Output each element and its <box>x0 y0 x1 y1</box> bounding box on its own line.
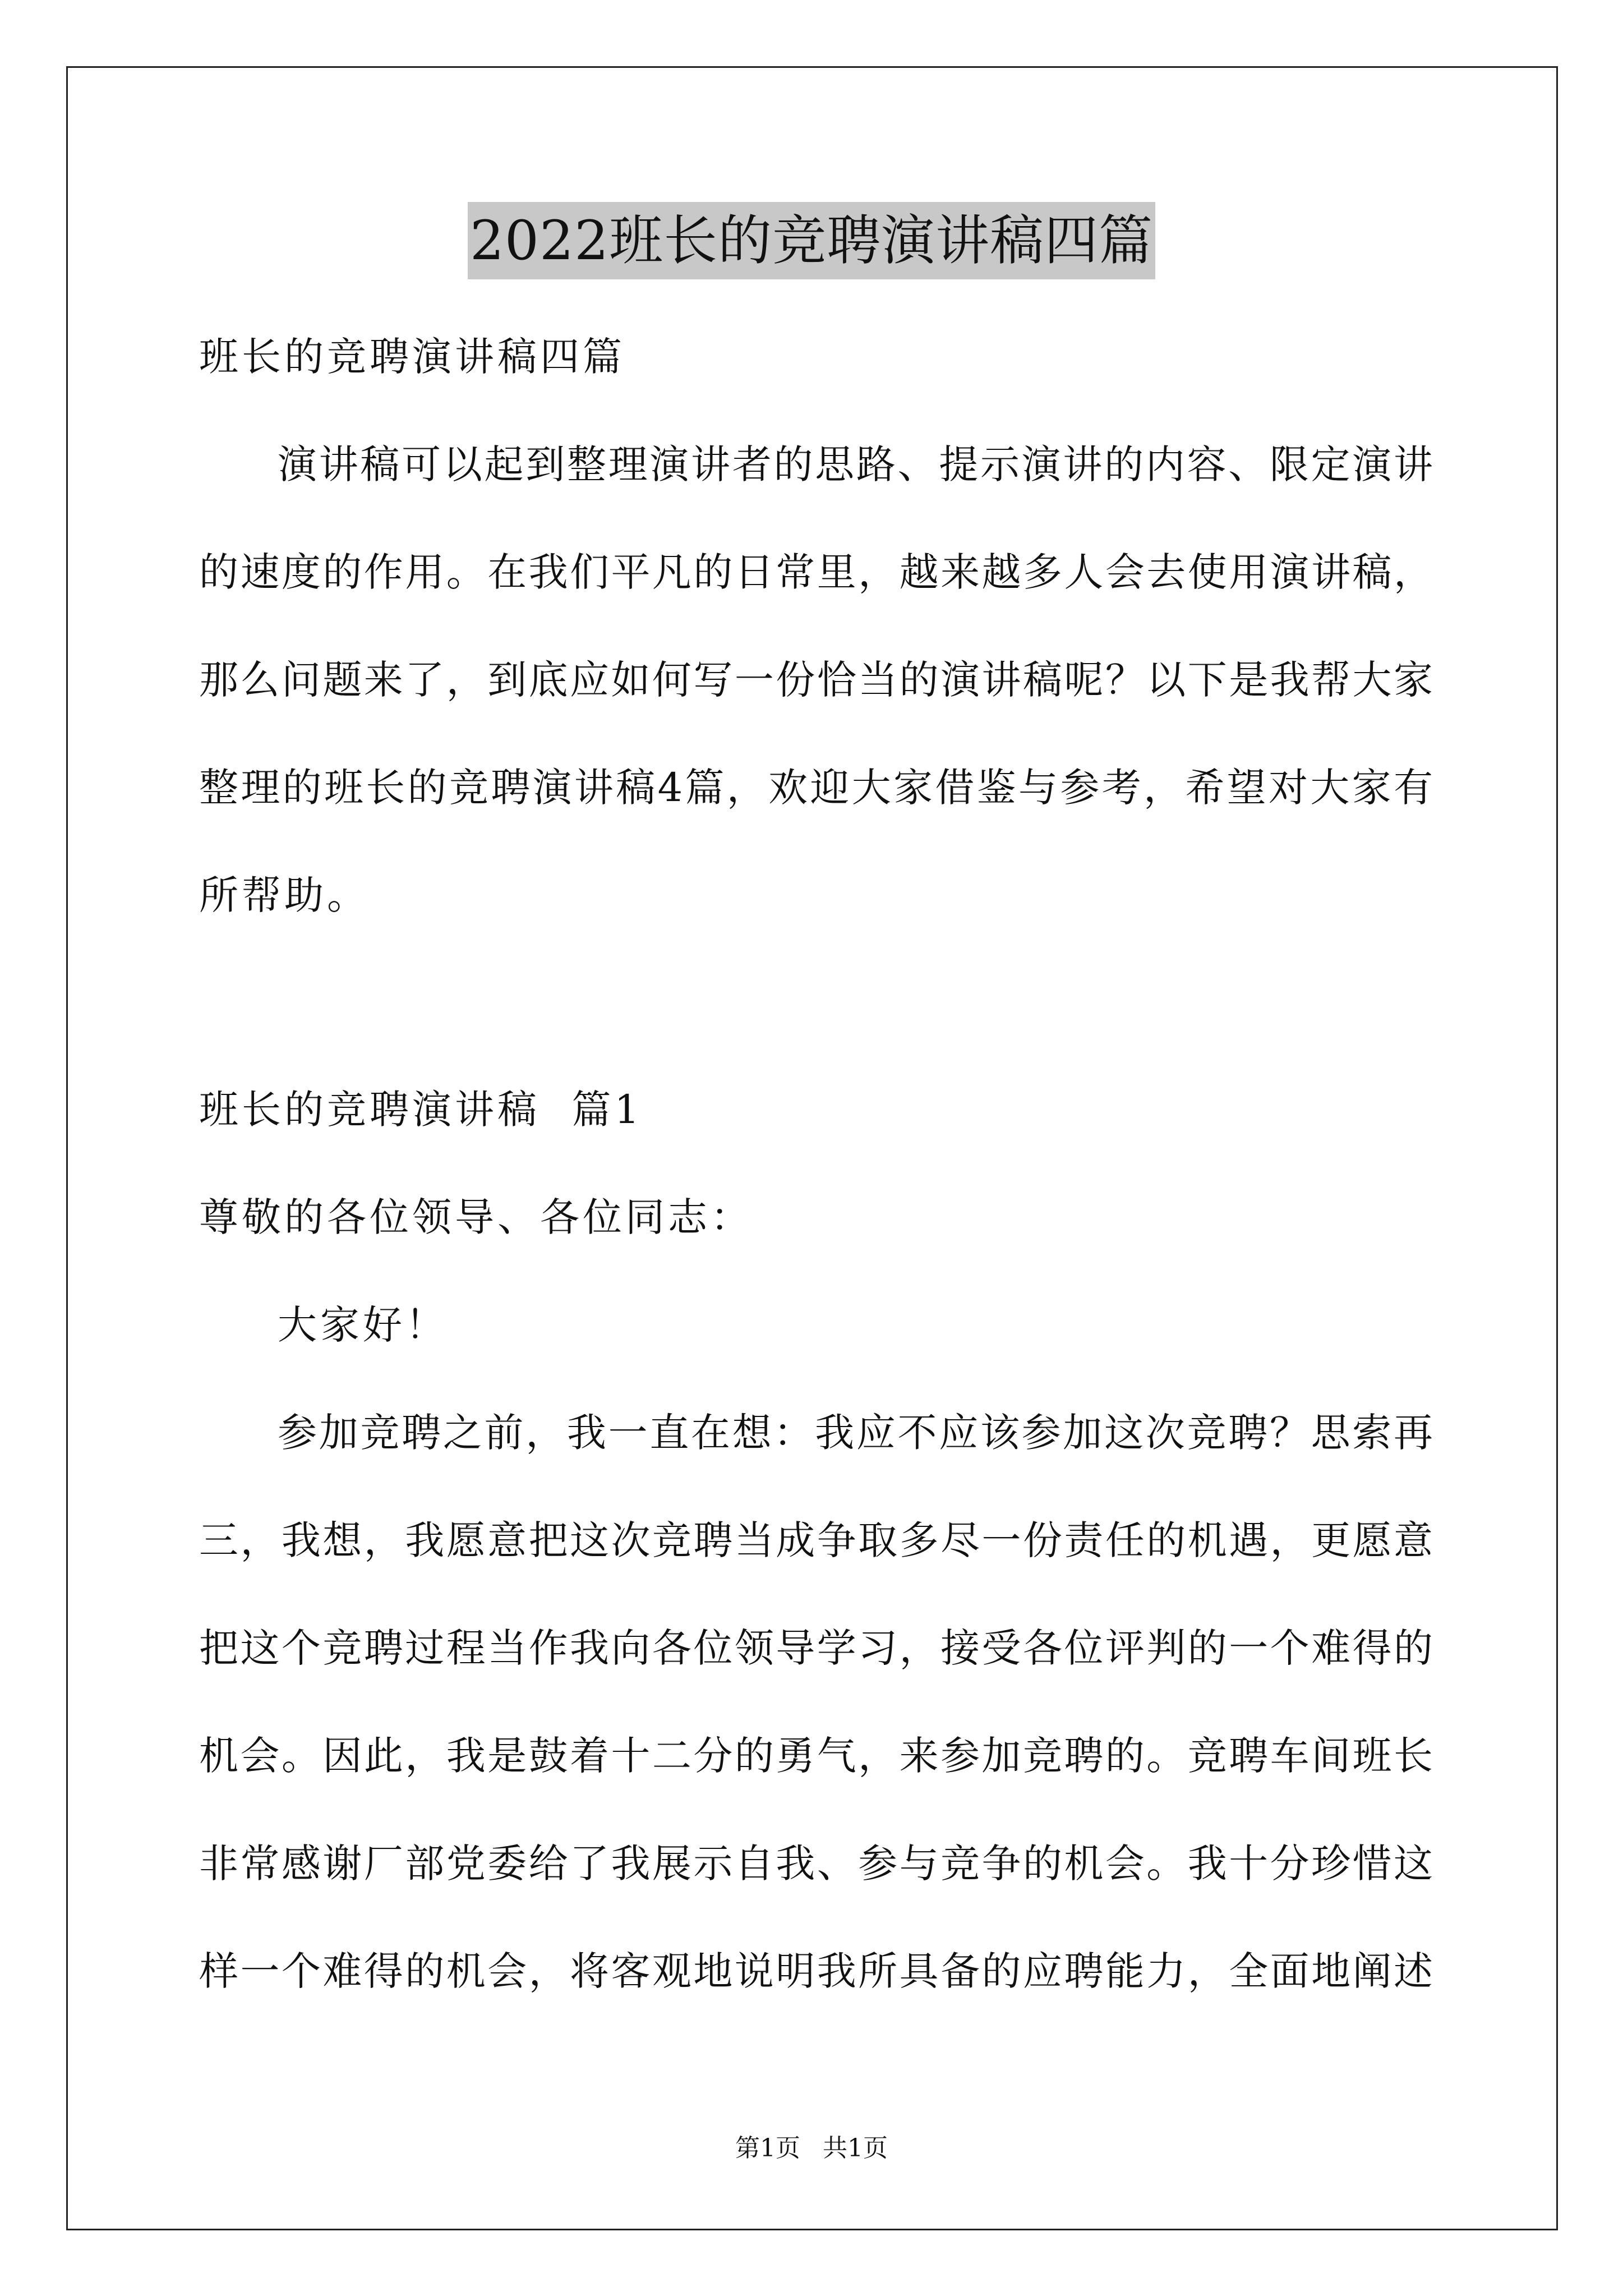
intro-line-3: 那么问题来了，到底应如何写一份恰当的演讲稿呢？以下是我帮大家 <box>199 657 1433 703</box>
intro-line-2: 的速度的作用。在我们平凡的日常里，越来越多人会去使用演讲稿， <box>199 549 1433 595</box>
intro-line-4: 整理的班长的竞聘演讲稿4篇，欢迎大家借鉴与参考，希望对大家有 <box>199 765 1433 811</box>
intro-line-1: 演讲稿可以起到整理演讲者的思路、提示演讲的内容、限定演讲 <box>278 441 1433 487</box>
page-number-current: 第1页 <box>735 2134 800 2162</box>
title-container <box>0 202 1623 279</box>
intro-line-5: 所帮助。 <box>199 872 370 918</box>
section-gap <box>199 949 1433 1056</box>
section-heading: 班长的竞聘演讲稿 篇1 <box>199 1087 643 1133</box>
body-line-2: 三，我想，我愿意把这次竞聘当成争取多尽一份责任的机遇，更愿意 <box>199 1517 1433 1563</box>
page-footer <box>0 2132 1623 2165</box>
salutation-line: 尊敬的各位领导、各位同志： <box>199 1194 753 1240</box>
document-title: 2022班长的竞聘演讲稿四篇 <box>468 202 1155 279</box>
document-body <box>199 303 1433 2025</box>
subtitle-line: 班长的竞聘演讲稿四篇 <box>199 334 625 380</box>
body-line-3: 把这个竞聘过程当作我向各位领导学习，接受各位评判的一个难得的 <box>199 1625 1433 1671</box>
page-number-total: 共1页 <box>823 2134 888 2162</box>
body-line-6: 样一个难得的机会，将客观地说明我所具备的应聘能力，全面地阐述 <box>199 1948 1433 1994</box>
body-line-4: 机会。因此，我是鼓着十二分的勇气，来参加竞聘的。竞聘车间班长 <box>199 1733 1433 1779</box>
greeting-line: 大家好！ <box>278 1302 448 1348</box>
body-line-5: 非常感谢厂部党委给了我展示自我、参与竞争的机会。我十分珍惜这 <box>199 1841 1433 1887</box>
body-line-1: 参加竞聘之前，我一直在想：我应不应该参加这次竞聘？思索再 <box>278 1410 1433 1456</box>
